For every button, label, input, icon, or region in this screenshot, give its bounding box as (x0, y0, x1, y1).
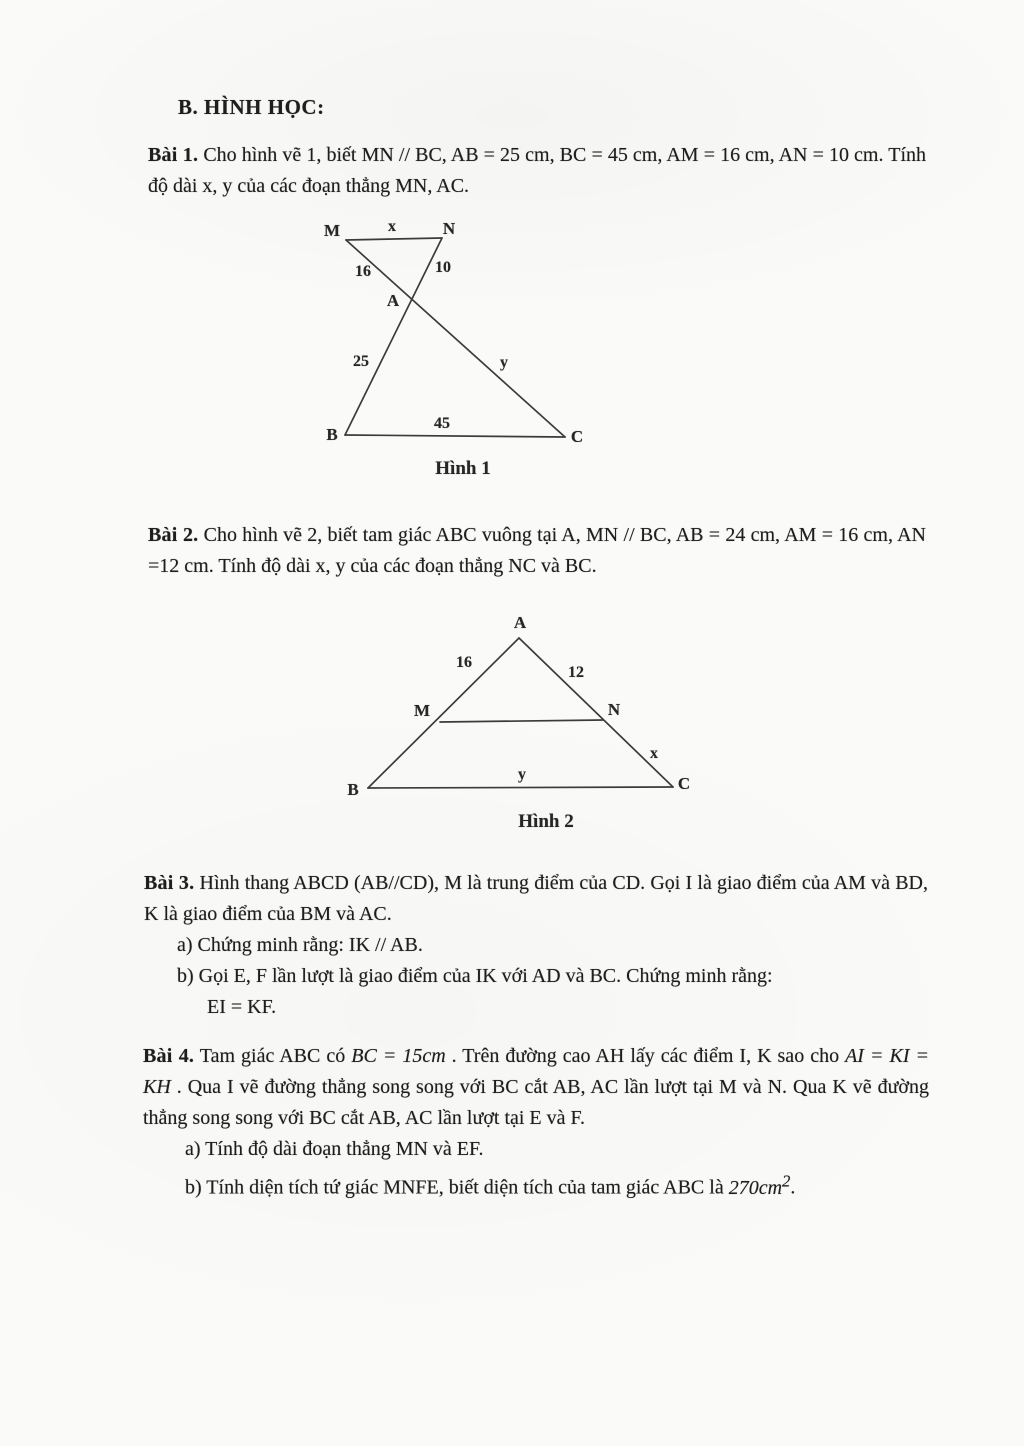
fig1-side-AB-label: 25 (353, 353, 369, 370)
problem-4-item-a: a) Tính độ dài đoạn thẳng MN và EF. (185, 1138, 484, 1160)
problem-4-item-b-text: b) Tính diện tích tứ giác MNFE, biết diện tích của tam giác ABC là (185, 1176, 729, 1199)
problem-1 (148, 140, 926, 202)
problem-4-item-b-exponent: 2 (782, 1171, 791, 1190)
figure-2-drawing (340, 610, 705, 845)
fig1-vertex-C-label: C (570, 427, 584, 446)
problem-3-item-a: a) Chứng minh rằng: IK // AB. (177, 934, 423, 956)
problem-3-label: Bài 3. (144, 872, 195, 894)
fig1-vertex-A-label: A (386, 291, 400, 310)
fig2-side-BC-label: y (518, 766, 526, 783)
problem-2 (148, 520, 926, 582)
problem-4-text-2: . Trên đường cao AH lấy các điểm I, K sao cho (445, 1045, 846, 1067)
fig2-side-AM-label: 16 (456, 654, 472, 671)
figure-2-caption: Hình 2 (518, 811, 574, 832)
figure-1 (280, 215, 630, 487)
problem-3-item-b-continuation: EI = KF. (207, 996, 277, 1018)
problem-1-text: Cho hình vẽ 1, biết MN // BC, AB = 25 cm, BC = 45 cm, AM = 16 cm, AN = 10 cm. Tính độ dài x, y của các đoạn thẳng MN, AC. (148, 144, 927, 197)
fig1-side-MN-label: x (388, 218, 396, 235)
problem-4-math-1: BC = 15cm (351, 1045, 446, 1067)
segment-AB (368, 638, 519, 788)
figure-2 (340, 610, 705, 845)
fig1-vertex-B-label: B (326, 425, 338, 444)
problem-4-text-3: . Qua I vẽ đường thẳng song song với BC cắt AB, AC lần lượt tại M và N. Qua K vẽ đường thẳng song song với BC cắt AB, AC lần lượt tại E và F. (143, 1076, 929, 1129)
fig2-vertex-M-label: M (413, 701, 431, 720)
problem-4-text-1: Tam giác ABC có (194, 1045, 352, 1067)
problem-4-statement (143, 1041, 929, 1134)
fig1-side-AC-label: y (500, 354, 508, 371)
segment-MC (346, 240, 565, 437)
fig1-side-NA-label: 10 (435, 259, 451, 276)
fig2-vertex-C-label: C (677, 774, 691, 793)
problem-3-item-b: b) Gọi E, F lần lượt là giao điểm của IK với AD và BC. Chứng minh rằng: (177, 965, 773, 987)
problem-4-item-b-math: $270cm^2$ (728, 1171, 791, 1199)
problem-1-label: Bài 1. (148, 144, 199, 166)
problem-4-item-b-period: . (790, 1176, 796, 1199)
fig1-vertex-N-label: N (442, 219, 456, 238)
figure-1-caption: Hình 1 (435, 458, 491, 479)
problem-4-math-2: AI = KI = KH (143, 1045, 929, 1098)
segment-BC (368, 787, 673, 788)
problem-3-text: Hình thang ABCD (AB//CD), M là trung điểm của CD. Gọi I là giao điểm của AM và BD, K là giao điểm của BM và AC. (144, 872, 928, 925)
section-heading: B. HÌNH HỌC: (178, 95, 325, 119)
problem-2-text: Cho hình vẽ 2, biết tam giác ABC vuông tại A, MN // BC, AB = 24 cm, AM = 16 cm, AN =12 cm. Tính độ dài x, y của các đoạn thẳng NC và BC. (148, 524, 927, 577)
problem-4 (143, 1041, 929, 1204)
fig2-vertex-N-label: N (607, 700, 621, 719)
problem-2-label: Bài 2. (148, 524, 199, 546)
segment-MN (440, 720, 603, 722)
problem-4-label: Bài 4. (143, 1045, 195, 1067)
fig2-vertex-A-label: A (513, 613, 527, 632)
fig2-side-AN-label: 12 (568, 664, 584, 681)
segment-AC (519, 638, 673, 787)
fig1-side-BC-label: 45 (434, 415, 450, 432)
fig2-vertex-B-label: B (347, 780, 359, 799)
segment-BC (345, 435, 565, 437)
problem-4-item-b (185, 1165, 929, 1204)
fig2-side-NC-label: x (650, 745, 658, 762)
problem-3-statement (144, 868, 928, 930)
fig1-side-MA-label: 16 (355, 263, 371, 280)
problem-3 (144, 868, 928, 1023)
fig1-vertex-M-label: M (323, 221, 341, 240)
segment-MN (346, 238, 442, 240)
